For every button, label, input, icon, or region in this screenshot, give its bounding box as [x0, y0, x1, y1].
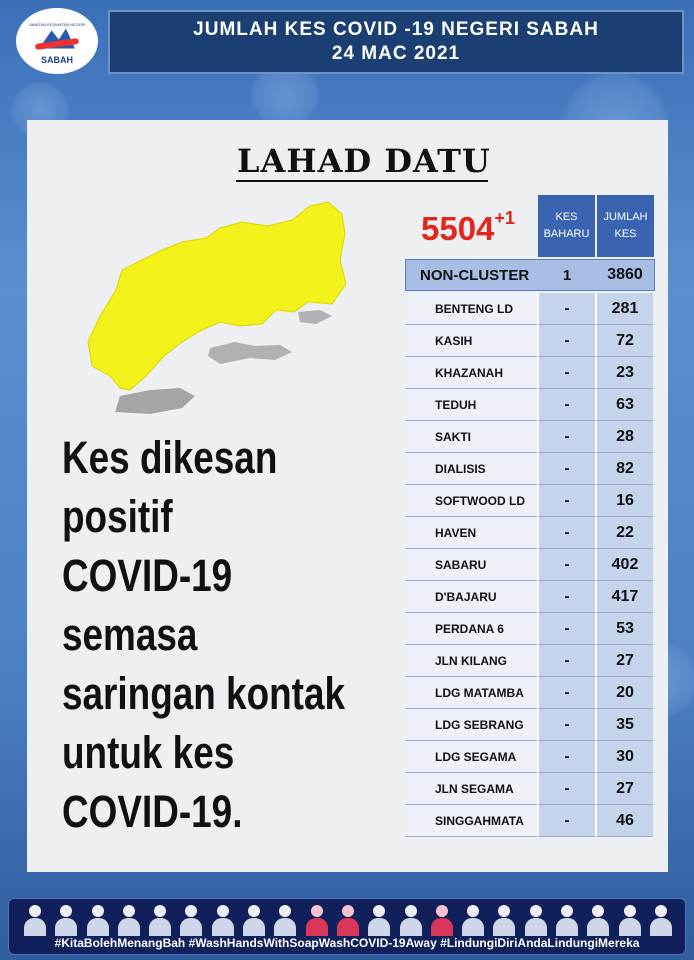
- description-line: Kes dikesan: [62, 432, 278, 483]
- column-header-new-cases: [538, 195, 595, 257]
- cluster-total-cases: 23: [595, 357, 653, 389]
- column-header-text: KES: [614, 228, 637, 240]
- cluster-total-cases: 16: [595, 485, 653, 517]
- cluster-new-cases: -: [537, 709, 595, 741]
- table-row: [405, 517, 655, 549]
- cluster-name: LDG MATAMBA: [405, 677, 537, 709]
- person-icon: [461, 904, 485, 936]
- footer-banner: [8, 898, 686, 955]
- cluster-total-cases: 82: [595, 453, 653, 485]
- cluster-name: HAVEN: [405, 517, 537, 549]
- heading-underline: [236, 180, 488, 182]
- table-row: [405, 549, 655, 581]
- non-cluster-total: 3860: [607, 266, 643, 283]
- description-text: [62, 428, 345, 841]
- person-icon: [367, 904, 391, 936]
- cluster-total-cases: 46: [595, 805, 653, 837]
- cluster-new-cases: -: [537, 549, 595, 581]
- title-line-1: JUMLAH KES COVID -19 NEGERI SABAH: [193, 19, 599, 40]
- cluster-total-cases: 27: [595, 773, 653, 805]
- description-line: positif: [62, 491, 173, 542]
- table-row: [405, 709, 655, 741]
- total-case-increment: +1: [494, 208, 515, 228]
- cluster-name: LDG SEGAMA: [405, 741, 537, 773]
- title-line-2-date: 24 MAC 2021: [331, 43, 461, 64]
- table-row: [405, 613, 655, 645]
- total-case-count: [421, 208, 515, 248]
- table-row: [405, 677, 655, 709]
- table-row: [405, 325, 655, 357]
- cluster-new-cases: -: [537, 325, 595, 357]
- table-row: [405, 389, 655, 421]
- cluster-name: KASIH: [405, 325, 537, 357]
- logo-subcaption: JABATAN KESIHATAN NEGERI: [28, 21, 86, 27]
- column-header-text: JUMLAH: [603, 211, 648, 223]
- cluster-new-cases: -: [537, 677, 595, 709]
- total-case-value: 5504: [421, 210, 495, 247]
- cluster-total-cases: 417: [595, 581, 653, 613]
- table-row: [405, 741, 655, 773]
- column-header-text: KES: [555, 211, 578, 223]
- cluster-total-cases: 22: [595, 517, 653, 549]
- cluster-total-cases: 20: [595, 677, 653, 709]
- person-icon: [117, 904, 141, 936]
- cluster-total-cases: 72: [595, 325, 653, 357]
- person-icon: [586, 904, 610, 936]
- person-icon: [492, 904, 516, 936]
- logo-caption: SABAH: [40, 54, 73, 65]
- map-shadow: [115, 388, 195, 414]
- person-icon: [86, 904, 110, 936]
- cluster-new-cases: -: [537, 613, 595, 645]
- person-icon: [148, 904, 172, 936]
- person-icon: [211, 904, 235, 936]
- cluster-name: JLN SEGAMA: [405, 773, 537, 805]
- cluster-name: TEDUH: [405, 389, 537, 421]
- non-cluster-new: 1: [562, 266, 572, 284]
- person-icon: [524, 904, 548, 936]
- cluster-name: SABARU: [405, 549, 537, 581]
- cluster-new-cases: -: [537, 645, 595, 677]
- non-cluster-row: [405, 259, 655, 291]
- person-icon: [242, 904, 266, 936]
- cluster-name: KHAZANAH: [405, 357, 537, 389]
- person-icon: [273, 904, 297, 936]
- cluster-total-cases: 35: [595, 709, 653, 741]
- cluster-name: DIALISIS: [405, 453, 537, 485]
- map-shadow: [298, 310, 332, 324]
- person-icon: [618, 904, 642, 936]
- table-row: [405, 421, 655, 453]
- person-icon: [179, 904, 203, 936]
- non-cluster-label: NON-CLUSTER: [420, 266, 530, 284]
- column-header-text: BAHARU: [543, 228, 590, 240]
- person-icon: [336, 904, 360, 936]
- lahad-datu-map: [70, 200, 370, 430]
- cluster-new-cases: -: [537, 293, 595, 325]
- person-icon: [649, 904, 673, 936]
- table-row: [405, 581, 655, 613]
- cluster-new-cases: -: [537, 421, 595, 453]
- cluster-new-cases: -: [537, 485, 595, 517]
- description-line: untuk kes: [62, 727, 235, 778]
- person-icon: [305, 904, 329, 936]
- cluster-name: BENTENG LD: [405, 293, 537, 325]
- cluster-total-cases: 281: [595, 293, 653, 325]
- cluster-new-cases: -: [537, 581, 595, 613]
- table-row: [405, 805, 655, 837]
- person-icon: [399, 904, 423, 936]
- cluster-total-cases: 63: [595, 389, 653, 421]
- column-header-total-cases: [597, 195, 654, 257]
- person-icon: [555, 904, 579, 936]
- cluster-total-cases: 53: [595, 613, 653, 645]
- frontliner-icons: [23, 904, 673, 938]
- cluster-total-cases: 402: [595, 549, 653, 581]
- cluster-new-cases: -: [537, 741, 595, 773]
- table-row: [405, 485, 655, 517]
- footer-hashtags: #KitaBolehMenangBah #WashHandsWithSoapWashCOVID-19Away #LindungiDiriAndaLindungiMereka: [54, 936, 640, 950]
- cluster-name: SINGGAHMATA: [405, 805, 537, 837]
- table-row: [405, 357, 655, 389]
- description-line: COVID-19.: [62, 786, 243, 837]
- mountain-logo-icon: [35, 27, 79, 53]
- table-row: [405, 453, 655, 485]
- person-icon: [430, 904, 454, 936]
- table-row: [405, 645, 655, 677]
- table-row: [405, 773, 655, 805]
- page-title: [108, 10, 684, 74]
- cluster-name: SAKTI: [405, 421, 537, 453]
- sabah-health-logo: [16, 8, 98, 74]
- table-row: [405, 293, 655, 325]
- description-line: saringan kontak: [62, 668, 345, 719]
- cluster-name: LDG SEBRANG: [405, 709, 537, 741]
- person-icon: [23, 904, 47, 936]
- cluster-name: SOFTWOOD LD: [405, 485, 537, 517]
- district-heading: LAHAD DATU: [237, 142, 491, 180]
- cluster-total-cases: 27: [595, 645, 653, 677]
- cluster-new-cases: -: [537, 453, 595, 485]
- cluster-name: JLN KILANG: [405, 645, 537, 677]
- description-line: COVID-19: [62, 550, 233, 601]
- cluster-new-cases: -: [537, 389, 595, 421]
- map-shadow: [208, 342, 292, 364]
- person-icon: [54, 904, 78, 936]
- cluster-new-cases: -: [537, 773, 595, 805]
- cluster-total-cases: 28: [595, 421, 653, 453]
- description-line: semasa: [62, 609, 198, 660]
- cluster-total-cases: 30: [595, 741, 653, 773]
- cluster-new-cases: -: [537, 517, 595, 549]
- cluster-new-cases: -: [537, 805, 595, 837]
- cluster-name: PERDANA 6: [405, 613, 537, 645]
- cluster-name: D'BAJARU: [405, 581, 537, 613]
- cluster-new-cases: -: [537, 357, 595, 389]
